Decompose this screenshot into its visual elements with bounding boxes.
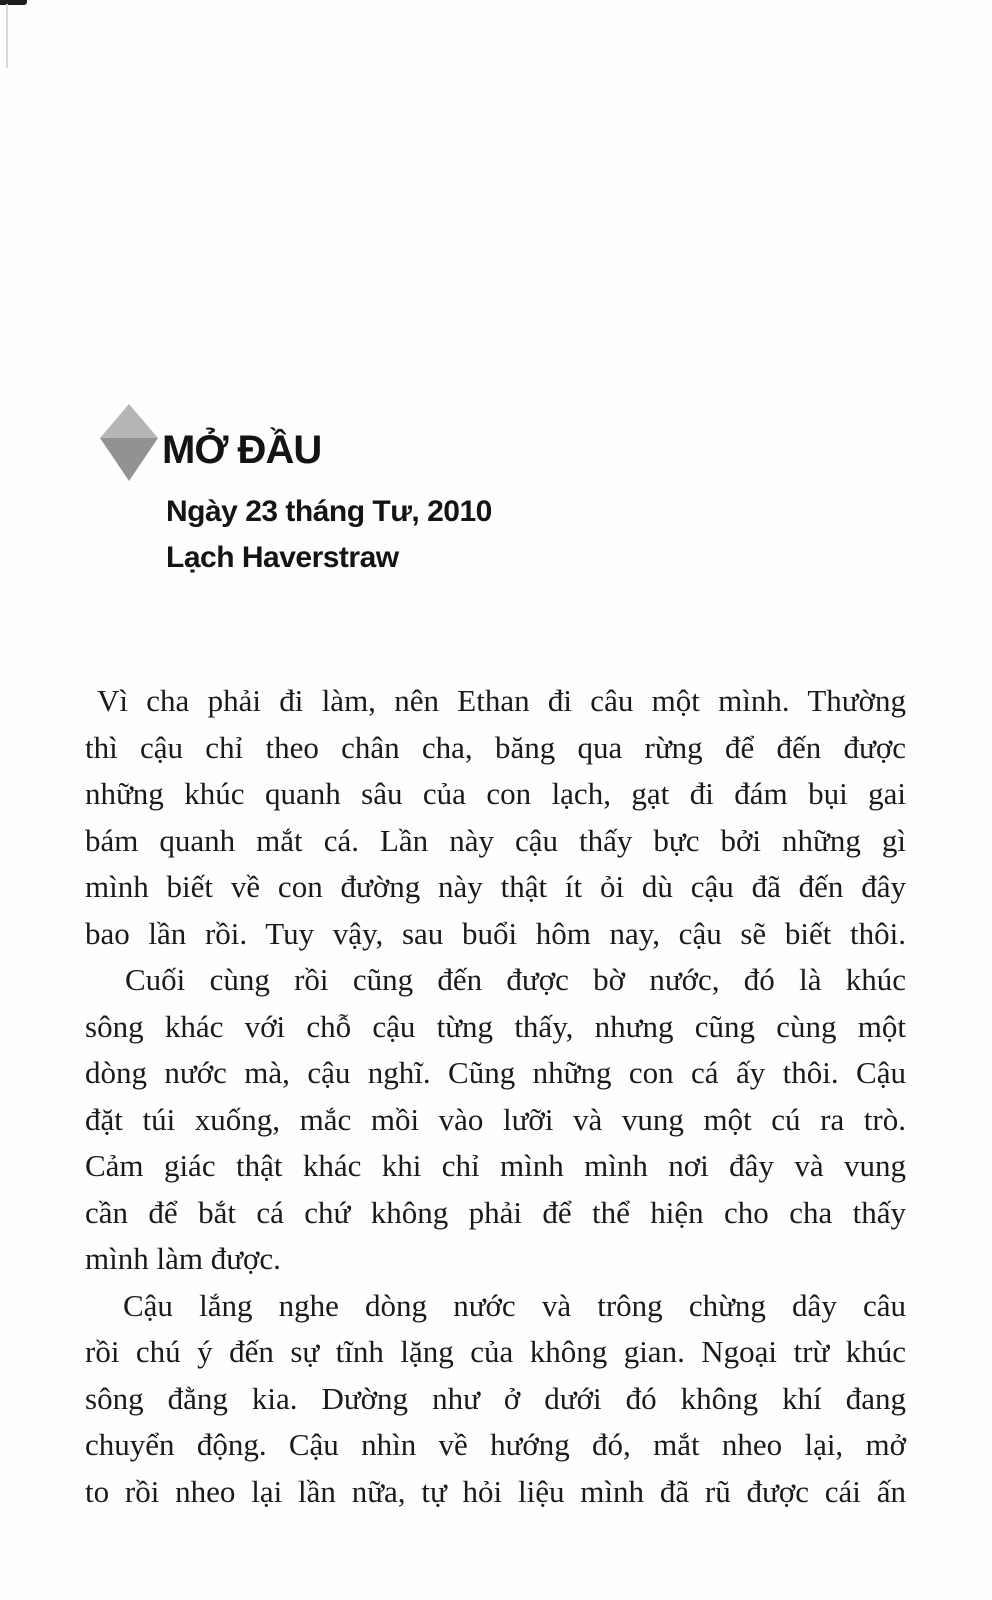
scan-artifact-corner [0,0,27,5]
body-line: Cậu lắng nghe dòng nước và trông chừng dây câu [123,1287,906,1323]
body-line: Cuối cùng rồi cũng đến được bờ nước, đó là khúc [125,962,906,997]
body-line: bám quanh mắt cá. Lần này cậu thấy bực bởi những gì [85,822,906,858]
body-line: sông khác với chỗ cậu từng thấy, nhưng cũng cùng một [85,1008,906,1044]
chapter-title: MỞ ĐẦU [162,428,322,472]
body-line: chuyển động. Cậu nhìn về hướng đó, mắt nheo lại, mở [85,1427,906,1462]
paragraph [85,1283,906,1516]
body-line: to rồi nheo lại lần nữa, tự hỏi liệu mình đã rũ được cái ấn [85,1473,906,1509]
paragraph [85,678,906,957]
body-line: đặt túi xuống, mắc mồi vào lưỡi và vung một cú ra trò. [85,1101,906,1137]
body-line: cần để bắt cá chứ không phải để thể hiện cho cha thấy [85,1194,906,1230]
body-text [85,678,906,1515]
body-line: mình biết về con đường này thật ít ỏi dù cậu đã đến đây [85,869,906,904]
diamond-icon-top-facet [100,404,158,438]
body-line: dòng nước mà, cậu nghĩ. Cũng những con cá ấy thôi. Cậu [85,1055,906,1090]
chapter-location: Lạch Haverstraw [166,541,399,574]
body-line: mình làm được. [85,1241,281,1276]
body-line: những khúc quanh sâu của con lạch, gạt đi đám bụi gai [85,776,906,811]
chapter-date: Ngày 23 tháng Tư, 2010 [166,495,492,528]
diamond-icon [100,404,158,482]
paragraph [85,957,906,1283]
body-line: thì cậu chỉ theo chân cha, băng qua rừng để đến được [85,729,906,765]
body-line: rồi chú ý đến sự tĩnh lặng của không gian. Ngoại trừ khúc [85,1334,906,1369]
diamond-icon-bottom-facet [100,438,158,481]
body-line: Vì cha phải đi làm, nên Ethan đi câu một mình. Thường [97,683,906,718]
body-line: sông đằng kia. Dường như ở dưới đó không khí đang [85,1380,906,1416]
scan-artifact-edge-line [6,4,8,68]
body-line: bao lần rồi. Tuy vậy, sau buổi hôm nay, cậu sẽ biết thôi. [85,915,906,951]
body-line: Cảm giác thật khác khi chỉ mình mình nơi đây và vung [85,1148,906,1183]
